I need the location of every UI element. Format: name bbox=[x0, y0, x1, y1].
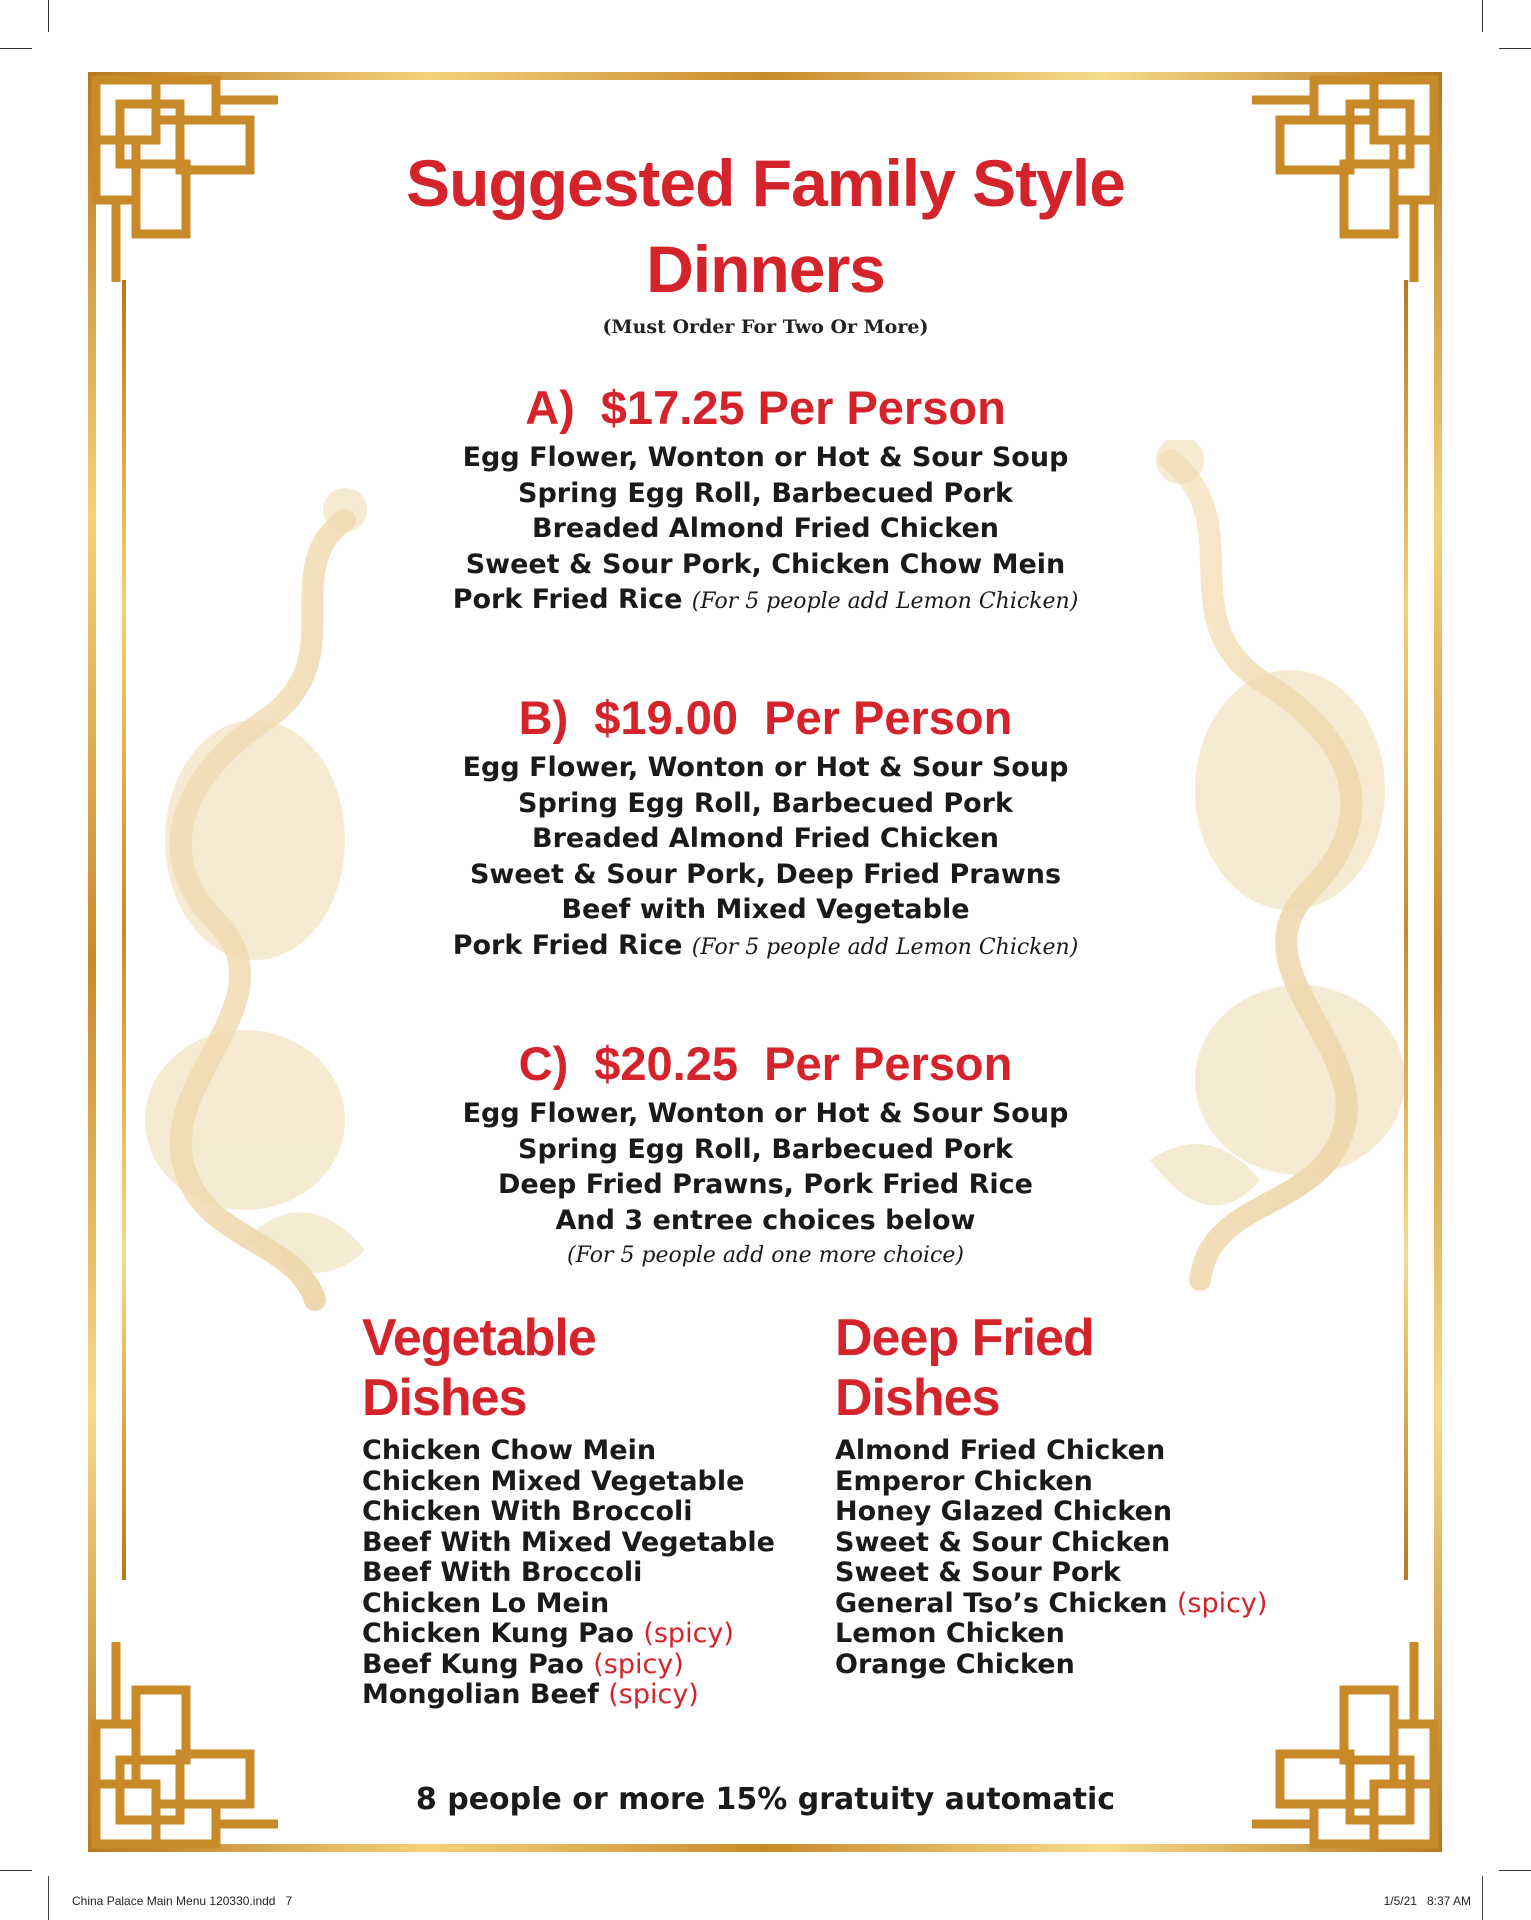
dinner-a-letter: A) bbox=[525, 381, 575, 434]
spicy-label: (spicy) bbox=[1176, 1587, 1268, 1619]
crop-mark bbox=[48, 0, 49, 32]
list-item: Lemon Chicken bbox=[835, 1618, 1065, 1649]
frame-top bbox=[88, 72, 1442, 80]
deep-fried-list bbox=[835, 1436, 1267, 1680]
list-item: Sweet & Sour Pork bbox=[835, 1557, 1121, 1588]
dinner-b-items bbox=[0, 750, 1531, 965]
corner-ornament-icon bbox=[1252, 1632, 1442, 1852]
list-item: Orange Chicken bbox=[835, 1648, 1075, 1680]
dinner-c-items bbox=[0, 1096, 1531, 1274]
list-item: Chicken With Broccoli bbox=[362, 1496, 693, 1527]
dinner-a-price: $17.25 Per Person bbox=[600, 381, 1006, 434]
crop-mark bbox=[0, 48, 32, 49]
list-item: Beef with Mixed Vegetable bbox=[561, 894, 970, 925]
deep-fried-dishes bbox=[835, 1308, 1267, 1680]
list-item bbox=[362, 1650, 775, 1681]
vegetable-list bbox=[362, 1436, 775, 1711]
list-item bbox=[835, 1589, 1267, 1620]
list-item: Breaded Almond Fried Chicken bbox=[532, 823, 999, 854]
list-item: And 3 entree choices below bbox=[555, 1204, 976, 1236]
slug-filename: China Palace Main Menu 120330.indd 7 bbox=[72, 1894, 293, 1908]
list-item-text: Pork Fried Rice bbox=[452, 929, 683, 961]
list-item: Egg Flower, Wonton or Hot & Sour Soup bbox=[462, 752, 1069, 783]
list-item-text: General Tso’s Chicken bbox=[835, 1587, 1168, 1619]
list-item bbox=[362, 1680, 775, 1711]
list-item: Sweet & Sour Pork, Chicken Chow Mein bbox=[465, 548, 1066, 580]
dinner-b-price: $19.00 Per Person bbox=[594, 691, 1013, 744]
list-item-text: Chicken Kung Pao bbox=[362, 1618, 634, 1649]
vegetable-heading-line-1: Vegetable bbox=[362, 1309, 596, 1367]
list-item bbox=[0, 928, 1531, 966]
list-item bbox=[0, 582, 1531, 620]
crop-mark bbox=[0, 1870, 32, 1871]
spicy-label: (spicy) bbox=[608, 1679, 699, 1710]
list-item: Breaded Almond Fried Chicken bbox=[532, 513, 999, 544]
crop-mark bbox=[1499, 48, 1531, 49]
gratuity-note: 8 people or more 15% gratuity automatic bbox=[415, 1782, 1116, 1817]
list-item-text: Beef Kung Pao bbox=[362, 1648, 584, 1680]
crop-mark bbox=[1482, 0, 1483, 32]
list-item: Egg Flower, Wonton or Hot & Sour Soup bbox=[462, 442, 1069, 473]
frame-bottom bbox=[88, 1844, 1442, 1852]
slug-timestamp: 1/5/21 8:37 AM bbox=[1383, 1894, 1471, 1908]
list-item: Sweet & Sour Pork, Deep Fried Prawns bbox=[469, 858, 1062, 890]
dinner-b-letter: B) bbox=[518, 691, 569, 744]
title-line-2: Dinners bbox=[646, 232, 885, 306]
vegetable-heading bbox=[362, 1308, 775, 1428]
dinner-a bbox=[0, 380, 1531, 620]
list-item: Chicken Chow Mein bbox=[362, 1435, 657, 1466]
list-item: Chicken Lo Mein bbox=[362, 1587, 610, 1619]
list-item: Beef With Mixed Vegetable bbox=[362, 1526, 775, 1558]
list-item: Egg Flower, Wonton or Hot & Sour Soup bbox=[462, 1098, 1069, 1129]
dinner-c bbox=[0, 1036, 1531, 1274]
dinner-c-price-line bbox=[0, 1036, 1531, 1092]
list-item-text: Mongolian Beef bbox=[362, 1679, 599, 1710]
list-item: Chicken Mixed Vegetable bbox=[362, 1465, 745, 1497]
list-item bbox=[362, 1619, 775, 1650]
list-item: Beef With Broccoli bbox=[362, 1557, 643, 1588]
slug-divider bbox=[48, 1876, 49, 1920]
list-item-text: Pork Fried Rice bbox=[452, 584, 683, 615]
dinner-a-price-line bbox=[0, 380, 1531, 436]
page-subtitle: (Must Order For Two Or More) bbox=[602, 316, 929, 338]
list-item: Deep Fried Prawns, Pork Fried Rice bbox=[497, 1169, 1033, 1200]
dinner-b bbox=[0, 690, 1531, 965]
list-item: Sweet & Sour Chicken bbox=[835, 1526, 1171, 1558]
list-item: Spring Egg Roll, Barbecued Pork bbox=[518, 787, 1013, 819]
list-item: Spring Egg Roll, Barbecued Pork bbox=[518, 1133, 1013, 1165]
title-line-1: Suggested Family Style bbox=[406, 146, 1125, 220]
deep-fried-heading-line-1: Deep Fried bbox=[835, 1309, 1094, 1367]
list-item: Spring Egg Roll, Barbecued Pork bbox=[518, 477, 1013, 509]
vegetable-heading-line-2: Dishes bbox=[362, 1369, 527, 1427]
deep-fried-heading bbox=[835, 1308, 1267, 1428]
spicy-label: (spicy) bbox=[643, 1618, 734, 1649]
list-item: Honey Glazed Chicken bbox=[835, 1496, 1173, 1527]
corner-ornament-icon bbox=[88, 1632, 278, 1852]
dinner-c-letter: C) bbox=[518, 1037, 569, 1090]
deep-fried-heading-line-2: Dishes bbox=[835, 1369, 1000, 1427]
dinner-c-note: (For 5 people add one more choice) bbox=[567, 1243, 964, 1268]
list-item: Almond Fried Chicken bbox=[835, 1435, 1166, 1466]
dinner-b-price-line bbox=[0, 690, 1531, 746]
page-title bbox=[0, 140, 1531, 312]
vegetable-dishes bbox=[362, 1308, 775, 1711]
dinner-b-note: (For 5 people add Lemon Chicken) bbox=[691, 934, 1079, 960]
dinner-a-items bbox=[0, 440, 1531, 620]
list-item: Emperor Chicken bbox=[835, 1465, 1093, 1497]
slug-divider bbox=[1482, 1876, 1483, 1920]
crop-mark bbox=[1499, 1870, 1531, 1871]
dinner-c-price: $20.25 Per Person bbox=[594, 1037, 1013, 1090]
dinner-a-note: (For 5 people add Lemon Chicken) bbox=[691, 589, 1079, 614]
spicy-label: (spicy) bbox=[593, 1648, 684, 1680]
